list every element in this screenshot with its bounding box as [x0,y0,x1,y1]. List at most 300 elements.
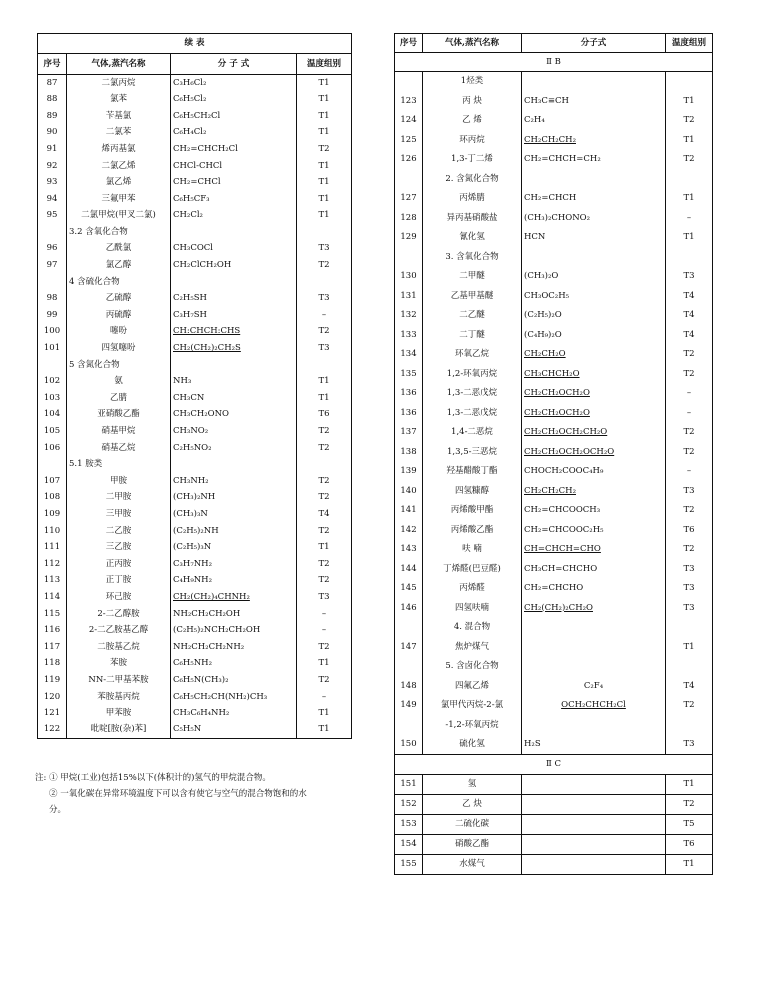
column-header: 分子式 [522,34,666,53]
row-number [395,72,423,92]
row-number: 128 [395,208,423,228]
temp-group: T1 [666,189,713,209]
formula-cell [522,657,666,677]
formula-cell: CH₂(CH₂)₂CH₂O [522,598,666,618]
formula-cell: CH₂=CHCHO [522,579,666,599]
row-number: 110 [38,523,67,540]
table-row [38,207,352,224]
table-row [395,814,713,834]
table-row [395,501,713,521]
substance-name: 噻吩 [67,323,171,340]
substance-name: 乙 炔 [423,794,522,814]
row-number: 111 [38,539,67,556]
temp-group: T2 [297,572,352,589]
formula-cell: CH₂=CHCH=CH₂ [522,150,666,170]
temp-group: T1 [297,174,352,191]
formula-cell: C₃H₇NH₂ [171,556,297,573]
row-number: 108 [38,489,67,506]
substance-name: 2-二乙醇胺 [67,606,171,623]
substance-name: 丙烯腈 [423,189,522,209]
formula-cell: (CH₃)₂CHONO₂ [522,208,666,228]
substance-name: 甲苯胺 [67,705,171,722]
formula-cell: CH₃CH₂ONO [171,406,297,423]
row-number: 132 [395,306,423,326]
row-number: 114 [38,589,67,606]
row-number: 93 [38,174,67,191]
table-row [395,696,713,716]
table-row [395,325,713,345]
temp-group: T1 [297,108,352,125]
row-number: 120 [38,688,67,705]
row-number: 96 [38,240,67,257]
table-row [38,589,352,606]
temp-group: T1 [297,705,352,722]
group-label: Ⅱ C [395,754,713,774]
temp-group: T6 [297,406,352,423]
temp-group: T2 [666,501,713,521]
formula-cell: C₆H₅NH₂ [171,655,297,672]
table-row [395,774,713,794]
table-row [395,834,713,854]
table-row [395,130,713,150]
table-row [38,174,352,191]
substance-name: 二丁醚 [423,325,522,345]
substance-name: 水煤气 [423,854,522,874]
formula-cell: NH₃ [171,373,297,390]
row-number: 127 [395,189,423,209]
formula-cell [522,715,666,735]
substance-name: 2-二乙胺基乙醇 [67,622,171,639]
formula-cell: CH₂CH₂O [522,345,666,365]
footnote-1: 注: ① 甲烷(工业)包括15%以下(体积计的)氢气的甲烷混合物。 [35,773,271,783]
section-label: 4. 混合物 [423,618,522,638]
formula-cell: (CH₃)₃N [171,506,297,523]
table-row [395,364,713,384]
row-number [38,224,67,241]
row-number: 107 [38,473,67,490]
table-row [395,794,713,814]
column-header: 气体,蒸汽名称 [423,34,522,53]
substance-name: 三氟甲苯 [67,191,171,208]
table-row [38,722,352,739]
formula-cell [171,224,297,241]
table-row [38,108,352,125]
formula-cell: C₂F₄ [522,676,666,696]
formula-cell [522,834,666,854]
temp-group: T2 [666,423,713,443]
row-number: 142 [395,520,423,540]
row-number: 136 [395,403,423,423]
section-row [395,72,713,92]
temp-group: T3 [666,735,713,755]
temp-group: T1 [666,637,713,657]
group-row [395,754,713,774]
row-number: 131 [395,286,423,306]
footnotes [35,770,365,818]
formula-cell: CH₂=CHCOOC₂H₅ [522,520,666,540]
section-row [395,657,713,677]
temp-group [666,169,713,189]
substance-name: 二甲醚 [423,267,522,287]
row-number: 148 [395,676,423,696]
formula-cell: (C₄H₉)₂O [522,325,666,345]
table-row [395,111,713,131]
row-number [38,357,67,374]
substance-name: 苄基氯 [67,108,171,125]
temp-group: T1 [666,91,713,111]
formula-cell: CHCl-CHCl [171,157,297,174]
temp-group: – [666,208,713,228]
formula-cell: C₃H₇SH [171,307,297,324]
row-number: 115 [38,606,67,623]
row-number: 150 [395,735,423,755]
row-number: 135 [395,364,423,384]
substance-name: 氢 [423,774,522,794]
footnote-2: ② 一氧化碳在异常环境温度下可以含有使它与空气的混合物饱和的水 [49,789,307,799]
temp-group [666,715,713,735]
table-row [38,75,352,92]
formula-cell: (C₂H₅)₂NCH₂CH₂OH [171,622,297,639]
formula-cell: (CH₃)₂NH [171,489,297,506]
substance-name: 乙硫醇 [67,290,171,307]
temp-group: T2 [297,257,352,274]
temp-group: T1 [297,75,352,92]
substance-name: 乙酰氯 [67,240,171,257]
temp-group: T2 [297,639,352,656]
substance-name: 亚硝酸乙酯 [67,406,171,423]
formula-cell: C₆H₅CF₃ [171,191,297,208]
column-header: 序号 [38,54,67,75]
table-row [395,228,713,248]
group-label: Ⅱ B [395,53,713,72]
substance-name: 1,3-二恶戊烷 [423,384,522,404]
substance-name: 二甲胺 [67,489,171,506]
substance-name: 丙烯酸甲酯 [423,501,522,521]
formula-cell [522,618,666,638]
temp-group: T2 [297,672,352,689]
temp-group: T4 [666,325,713,345]
formula-cell: CH₂CH₂CH₂ [522,481,666,501]
substance-name: 四氢呋喃 [423,598,522,618]
substance-name: 1,3,5-三恶烷 [423,442,522,462]
temp-group: T1 [666,774,713,794]
temp-group: T6 [666,520,713,540]
row-number: 129 [395,228,423,248]
substance-name: 四氟乙烯 [423,676,522,696]
section-row [38,357,352,374]
temp-group: T4 [666,306,713,326]
temp-group: T2 [297,440,352,457]
substance-name: 丙硫醇 [67,307,171,324]
row-number: 94 [38,191,67,208]
row-number: 106 [38,440,67,457]
formula-cell: CH₂(CH₂)₂CH₂S [171,340,297,357]
formula-cell: NH₂CH₂CH₂NH₂ [171,639,297,656]
table-row [38,572,352,589]
row-number: 112 [38,556,67,573]
row-number: 98 [38,290,67,307]
section-label: -1,2-环氧丙烷 [423,715,522,735]
formula-cell: C₆H₅CH₂Cl [171,108,297,125]
substance-name: 甲胺 [67,473,171,490]
substance-name: 三甲胺 [67,506,171,523]
substance-name: 焦炉煤气 [423,637,522,657]
table-row [38,705,352,722]
substance-name: 二硫化碳 [423,814,522,834]
substance-name: 二氯苯 [67,124,171,141]
row-number: 139 [395,462,423,482]
formula-cell: CHOCH₂COOC₄H₉ [522,462,666,482]
temp-group: T5 [666,814,713,834]
temp-group: T2 [297,473,352,490]
table-row [395,345,713,365]
substance-name: 二乙醚 [423,306,522,326]
row-number: 91 [38,141,67,158]
temp-group: T2 [666,540,713,560]
formula-cell: CH₃NH₂ [171,473,297,490]
row-number: 147 [395,637,423,657]
formula-cell: C₃H₆Cl₂ [171,75,297,92]
substance-name: 烯丙基氯 [67,141,171,158]
row-number: 116 [38,622,67,639]
row-number: 90 [38,124,67,141]
row-number: 146 [395,598,423,618]
substance-name: 苯胺 [67,655,171,672]
left-table [37,33,352,739]
formula-cell: (C₂H₅)₂NH [171,523,297,540]
formula-cell: C₅H₅N [171,722,297,739]
row-number: 136 [395,384,423,404]
row-number: 103 [38,390,67,407]
row-number: 122 [38,722,67,739]
formula-cell: HCN [522,228,666,248]
table-row [395,735,713,755]
table-row [38,539,352,556]
column-header: 序号 [395,34,423,53]
temp-group: T1 [297,390,352,407]
table-title-row [38,34,352,54]
formula-cell: CH₃CHCH₂O [522,364,666,384]
table-row [38,290,352,307]
table-row [395,520,713,540]
row-number: 97 [38,257,67,274]
table-row [395,676,713,696]
temp-group: – [297,606,352,623]
formula-cell: (C₂H₅)₃N [171,539,297,556]
formula-cell: CH₂=CHCH [522,189,666,209]
temp-group [297,274,352,291]
substance-name: 正丙胺 [67,556,171,573]
table-row [38,406,352,423]
formula-cell: CH₃COCl [171,240,297,257]
temp-group [666,657,713,677]
formula-cell: CH₃CN [171,390,297,407]
table-row [38,606,352,623]
temp-group: T1 [297,722,352,739]
row-number: 123 [395,91,423,111]
formula-cell: C₂H₅NO₂ [171,440,297,457]
row-number [38,456,67,473]
row-number: 126 [395,150,423,170]
row-number: 153 [395,814,423,834]
formula-cell: CH₂(CH₂)₄CHNH₂ [171,589,297,606]
table-row [38,390,352,407]
formula-cell [171,357,297,374]
header-row [395,34,713,53]
temp-group [666,247,713,267]
row-number: 119 [38,672,67,689]
table-row [395,267,713,287]
row-number: 118 [38,655,67,672]
temp-group: T1 [297,191,352,208]
table-row [38,240,352,257]
temp-group: T1 [297,207,352,224]
temp-group [297,456,352,473]
substance-name: 二氯乙烯 [67,157,171,174]
temp-group: T2 [666,111,713,131]
row-number: 121 [38,705,67,722]
temp-group: T2 [297,323,352,340]
column-header: 分 子 式 [171,54,297,75]
formula-cell [522,247,666,267]
substance-name: 环氧乙烷 [423,345,522,365]
table-row [395,559,713,579]
table-row [38,622,352,639]
formula-cell [522,72,666,92]
temp-group: T3 [297,589,352,606]
formula-cell: CH₃NO₂ [171,423,297,440]
row-number: 149 [395,696,423,716]
formula-cell: CH₃OC₂H₅ [522,286,666,306]
row-number: 113 [38,572,67,589]
temp-group: T2 [666,794,713,814]
table-row [38,124,352,141]
temp-group: – [666,384,713,404]
temp-group: – [297,622,352,639]
row-number: 105 [38,423,67,440]
temp-group: T2 [297,141,352,158]
table-row [38,688,352,705]
substance-name: 硝酸乙酯 [423,834,522,854]
formula-cell: CH₂=CHCH₂Cl [171,141,297,158]
temp-group [666,72,713,92]
temp-group: T3 [297,340,352,357]
row-number: 92 [38,157,67,174]
row-number: 137 [395,423,423,443]
temp-group: T2 [666,364,713,384]
formula-cell: CH₂ClCH₂OH [171,257,297,274]
table-row [38,191,352,208]
row-number [395,618,423,638]
table-row [395,442,713,462]
substance-name: 氯苯 [67,91,171,108]
section-label: 1烃类 [423,72,522,92]
substance-name: 呋 喃 [423,540,522,560]
temp-group: T1 [297,91,352,108]
substance-name: 环丙烷 [423,130,522,150]
table-row [395,286,713,306]
section-row [38,456,352,473]
substance-name: 丁烯醛(巴豆醛) [423,559,522,579]
substance-name: 吡啶[胺(杂)苯] [67,722,171,739]
temp-group: T1 [297,157,352,174]
formula-cell: C₂H₅SH [171,290,297,307]
temp-group: T2 [666,696,713,716]
table-row [38,523,352,540]
substance-name: 四氢糠醇 [423,481,522,501]
formula-cell: CH₃C≡CH [522,91,666,111]
table-row [395,462,713,482]
substance-name: 氯甲代丙烷-2-氯 [423,696,522,716]
table-row [38,373,352,390]
substance-name: 二胺基乙烷 [67,639,171,656]
temp-group: – [297,688,352,705]
row-number: 104 [38,406,67,423]
table-row [395,854,713,874]
row-number: 101 [38,340,67,357]
temp-group: T1 [297,373,352,390]
row-number: 138 [395,442,423,462]
temp-group: T2 [666,345,713,365]
table-row [38,672,352,689]
table-row [395,306,713,326]
row-number: 99 [38,307,67,324]
temp-group: T3 [666,267,713,287]
table-row [38,506,352,523]
substance-name: 1,3-丁二烯 [423,150,522,170]
table-row [38,307,352,324]
substance-name: 氨 [67,373,171,390]
table-row [395,598,713,618]
group-row [395,53,713,72]
section-label: 3.2 含氧化合物 [67,224,171,241]
formula-cell: CH₂Cl₂ [171,207,297,224]
formula-cell: C₂H₄ [522,111,666,131]
row-number: 145 [395,579,423,599]
table-row [38,655,352,672]
formula-cell [171,456,297,473]
section-row [395,715,713,735]
substance-name: 二氯丙烷 [67,75,171,92]
formula-cell: C₆H₅Cl₂ [171,91,297,108]
formula-cell: C₆H₅N(CH₃)₂ [171,672,297,689]
temp-group: – [297,307,352,324]
temp-group [297,357,352,374]
header-row [38,54,352,75]
formula-cell [522,814,666,834]
table-row [38,423,352,440]
table-row [395,150,713,170]
formula-cell [522,854,666,874]
formula-cell: CH₂CH₂OCH₂OCH₂O [522,442,666,462]
temp-group: T6 [666,834,713,854]
formula-cell [522,774,666,794]
row-number [38,274,67,291]
temp-group: T4 [666,676,713,696]
section-row [395,169,713,189]
substance-name: 氰化氢 [423,228,522,248]
table-row [395,481,713,501]
table-row [38,489,352,506]
formula-cell: (CH₃)₂O [522,267,666,287]
temp-group: T3 [666,598,713,618]
row-number: 144 [395,559,423,579]
temp-group: T4 [666,286,713,306]
temp-group: T1 [297,124,352,141]
formula-cell: OCH₂CHCH₂Cl [522,696,666,716]
substance-name: NN-二甲基苯胺 [67,672,171,689]
table-row [38,141,352,158]
